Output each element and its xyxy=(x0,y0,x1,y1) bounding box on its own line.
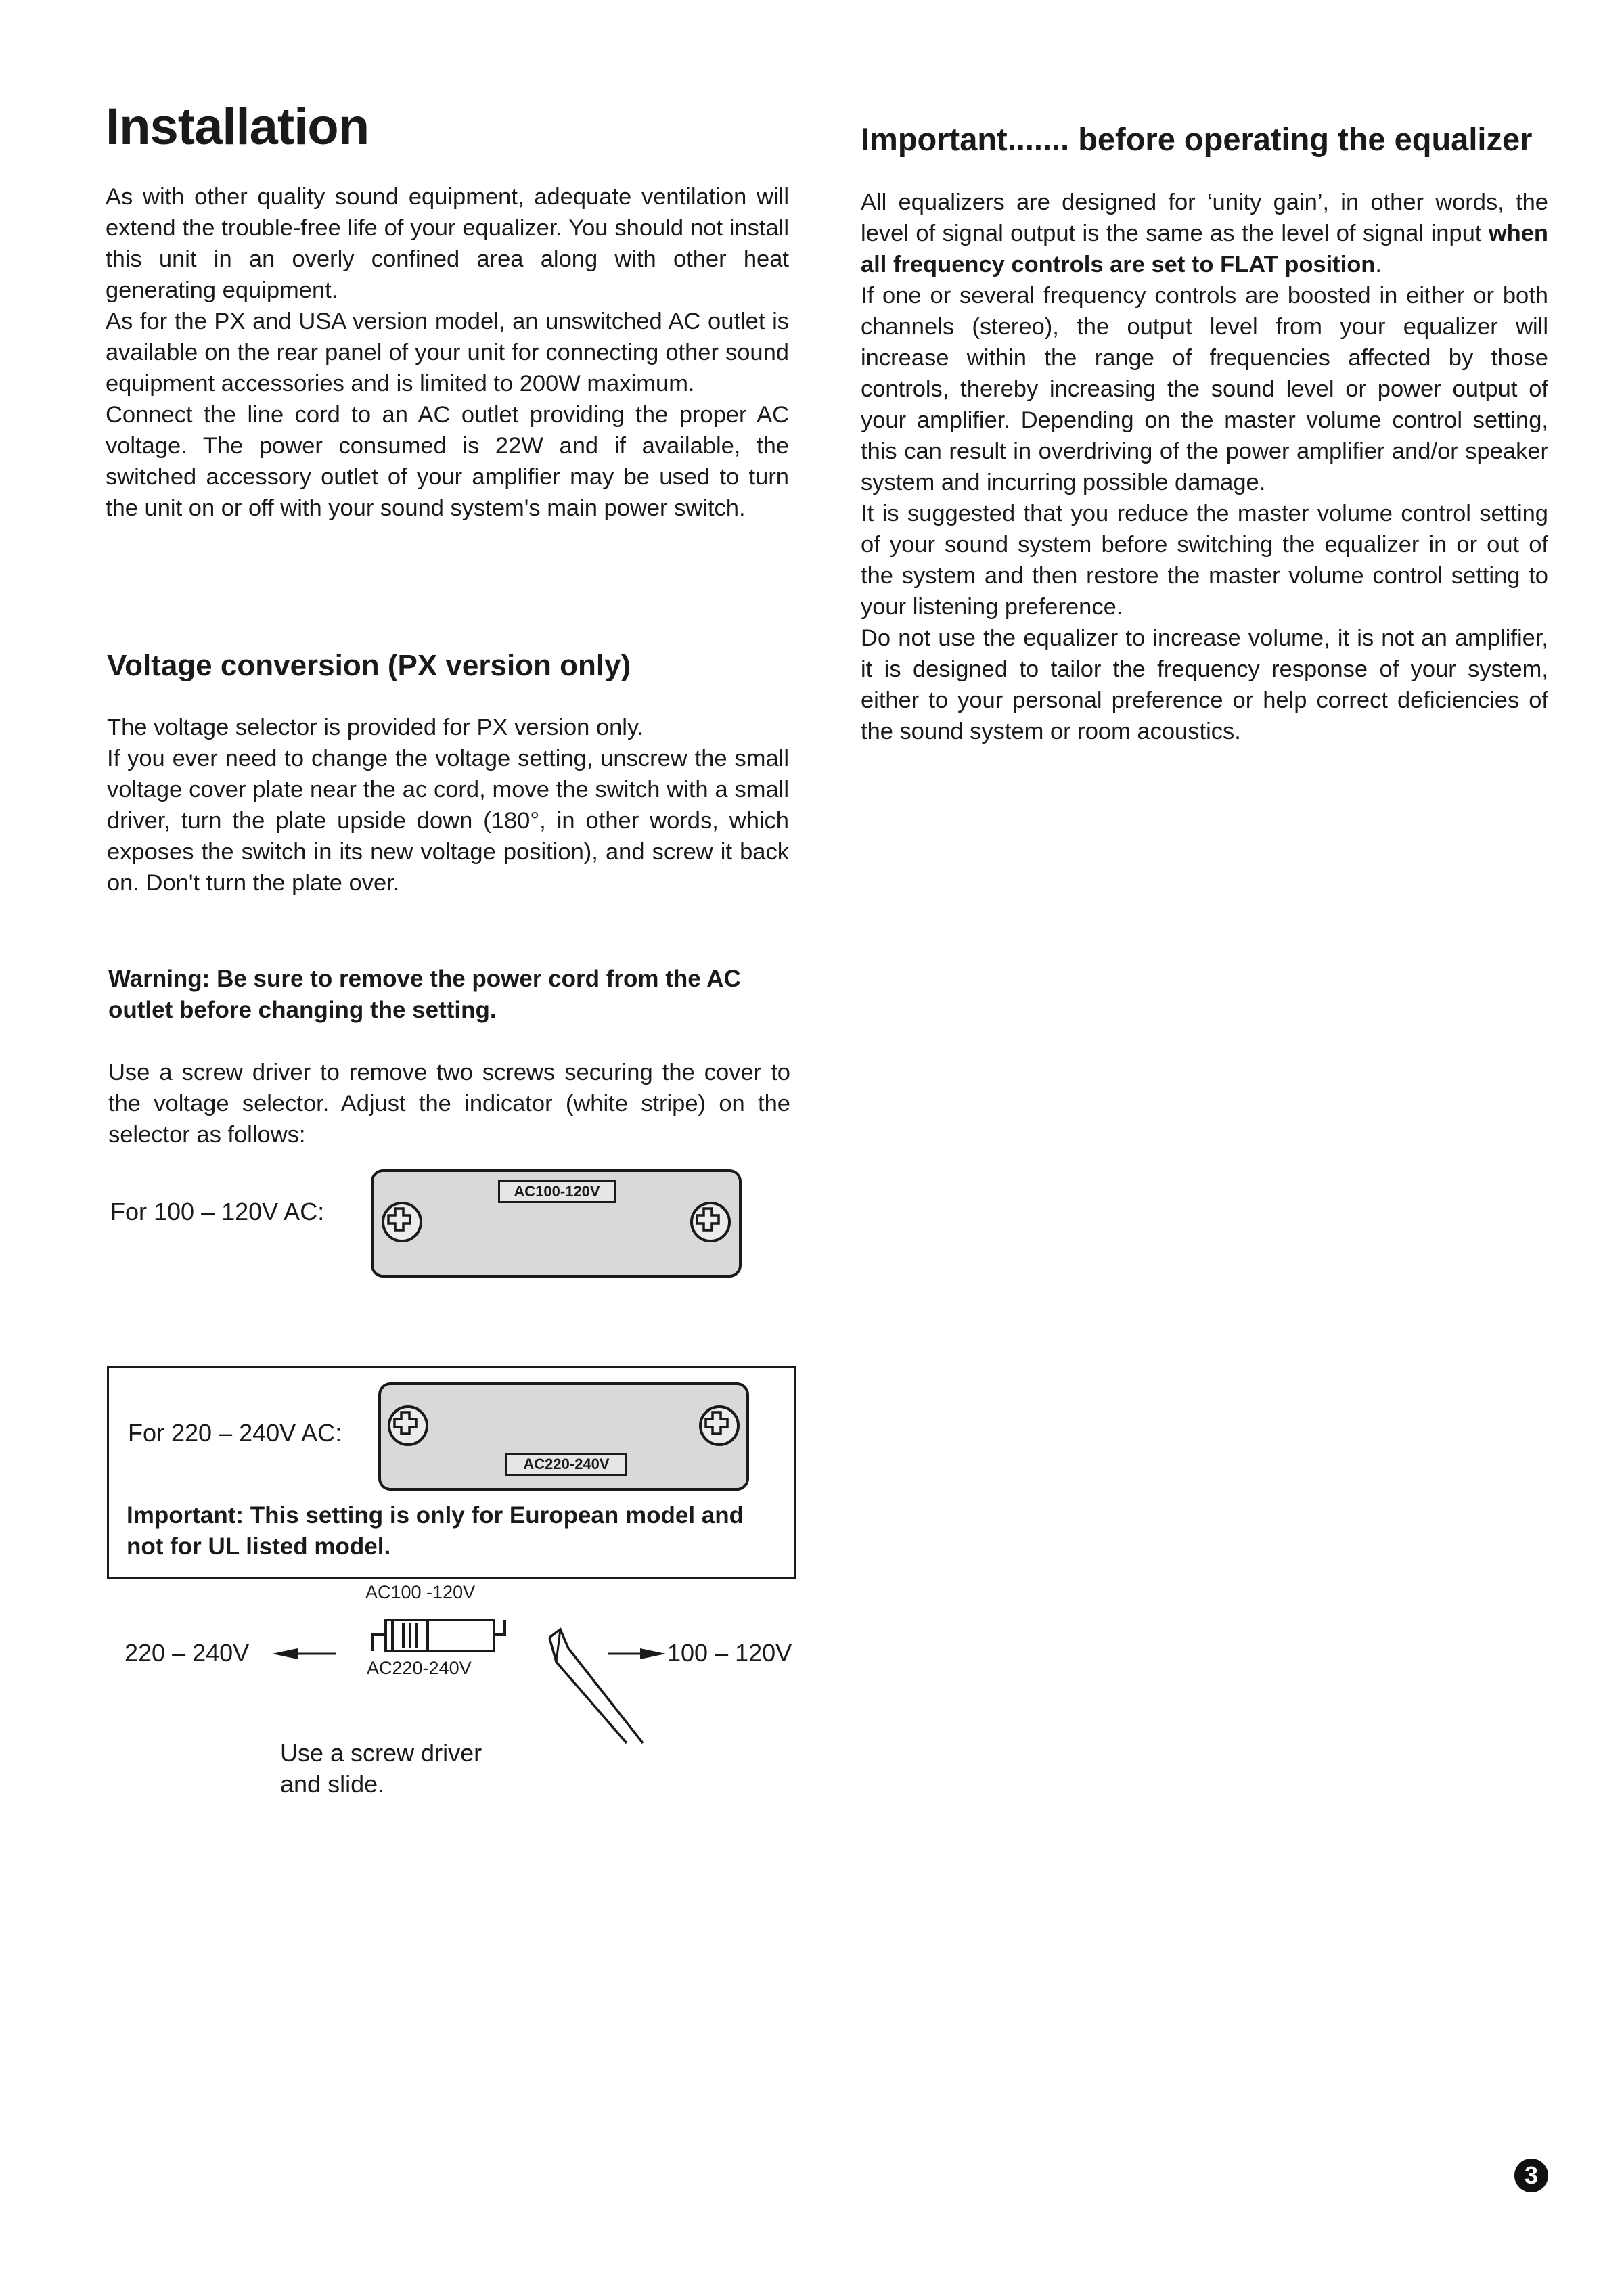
screw-icon xyxy=(699,1405,740,1446)
important-heading-dots: ....... xyxy=(1007,121,1070,157)
important-heading-rest: before operating the equalizer xyxy=(1069,121,1533,157)
arrow-label-100-120v: 100 – 120V xyxy=(667,1639,792,1667)
screwdriver-icon xyxy=(541,1624,663,1746)
arrow-left-icon xyxy=(271,1646,338,1662)
installation-para-2: As for the PX and USA version model, an unswitched AC outlet is available on the rear panel of your unit for connecting other sound equipment accessories and is limited to 200W maximum. xyxy=(106,309,789,397)
screw-driver-instruction: Use a screw driver to remove two screws securing the cover to the voltage selector. Adjust the indicator (white stripe) on the selector as follows: xyxy=(108,1060,790,1148)
screwdriver-caption xyxy=(280,1738,482,1800)
selector-switch-icon xyxy=(365,1610,514,1658)
selector-label-220-240v: AC220-240V xyxy=(505,1453,627,1476)
important-text xyxy=(861,187,1548,747)
selector-label-100-120v: AC100-120V xyxy=(498,1180,616,1203)
label-220-240v: For 220 – 240V AC: xyxy=(128,1419,342,1447)
arrow-right-icon xyxy=(606,1646,667,1662)
important-para-1 xyxy=(861,187,1548,280)
important-heading-word: Important xyxy=(861,121,1008,157)
cover-plate-220-240v xyxy=(378,1382,749,1491)
voltage-para-1: The voltage selector is provided for PX version only. xyxy=(107,715,644,740)
important-para-4: Do not use the equalizer to increase volume, it is not an amplifier, it is designed to tailor the frequency response of your system, either to your personal preference or help correct deficiencies of the sound system or room acoustics. xyxy=(861,625,1548,744)
european-model-note: Important: This setting is only for European model and not for UL listed model. xyxy=(127,1502,744,1560)
screw-icon xyxy=(382,1202,422,1242)
arrow-label-220-240v: 220 – 240V xyxy=(125,1639,250,1667)
installation-para-3: Connect the line cord to an AC outlet providing the proper AC voltage. The power consumed is 22W and if available, the switched accessory outlet of your amplifier may be used to turn the unit on or off with your sound system's main power switch. xyxy=(106,402,789,521)
important-para-3: It is suggested that you reduce the master volume control setting of your sound system before switching the equalizer in or out of the system and then restore the master volume control setting to your listening preference. xyxy=(861,501,1548,620)
page-title: Installation xyxy=(106,98,369,156)
voltage-para-2: If you ever need to change the voltage setting, unscrew the small voltage cover plate near the ac cord, move the switch with a small driver, turn the plate upside down (180°, in other words, which exposes the switch in its new voltage position), and screw it back on. Don't turn the plate over. xyxy=(107,746,789,896)
switch-label-bottom: AC220-240V xyxy=(367,1658,472,1678)
flat-position-emphasis: when all frequency controls are set to FLAT position xyxy=(861,221,1548,277)
switch-label-top: AC100 -120V xyxy=(365,1582,476,1602)
european-setting-box xyxy=(107,1366,796,1579)
important-para-1-text: All equalizers are designed for ‘unity gain’, in other words, the level of signal output is the same as the level of signal input xyxy=(861,189,1548,246)
important-para-2: If one or several frequency controls are boosted in either or both channels (stereo), the output level from your equalizer will increase within the range of frequencies affected by those controls, thereby increasing the sound level or power output of your amplifier. Depending on the master volume control setting, this can result in overdriving of the power amplifier and/or speaker system and incurring possible damage. xyxy=(861,283,1548,495)
page-number: 3 xyxy=(1514,2159,1548,2192)
caption-line-1: Use a screw driver xyxy=(280,1739,482,1767)
screw-icon xyxy=(388,1405,428,1446)
installation-text xyxy=(106,181,789,524)
voltage-conversion-text xyxy=(107,712,789,899)
installation-para-1: As with other quality sound equipment, adequate ventilation will extend the trouble-free life of your equalizer. You should not install this unit in an overly confined area along with other heat generating equipment. xyxy=(106,184,789,303)
warning-text: Warning: Be sure to remove the power cord from the AC outlet before changing the setting. xyxy=(108,966,741,1023)
voltage-conversion-heading: Voltage conversion (PX version only) xyxy=(107,649,631,682)
important-para-1-end: . xyxy=(1375,252,1382,277)
caption-line-2: and slide. xyxy=(280,1770,385,1798)
important-heading xyxy=(861,123,1532,155)
screw-icon xyxy=(690,1202,731,1242)
label-100-120v: For 100 – 120V AC: xyxy=(110,1198,325,1225)
cover-plate-100-120v xyxy=(371,1169,742,1278)
